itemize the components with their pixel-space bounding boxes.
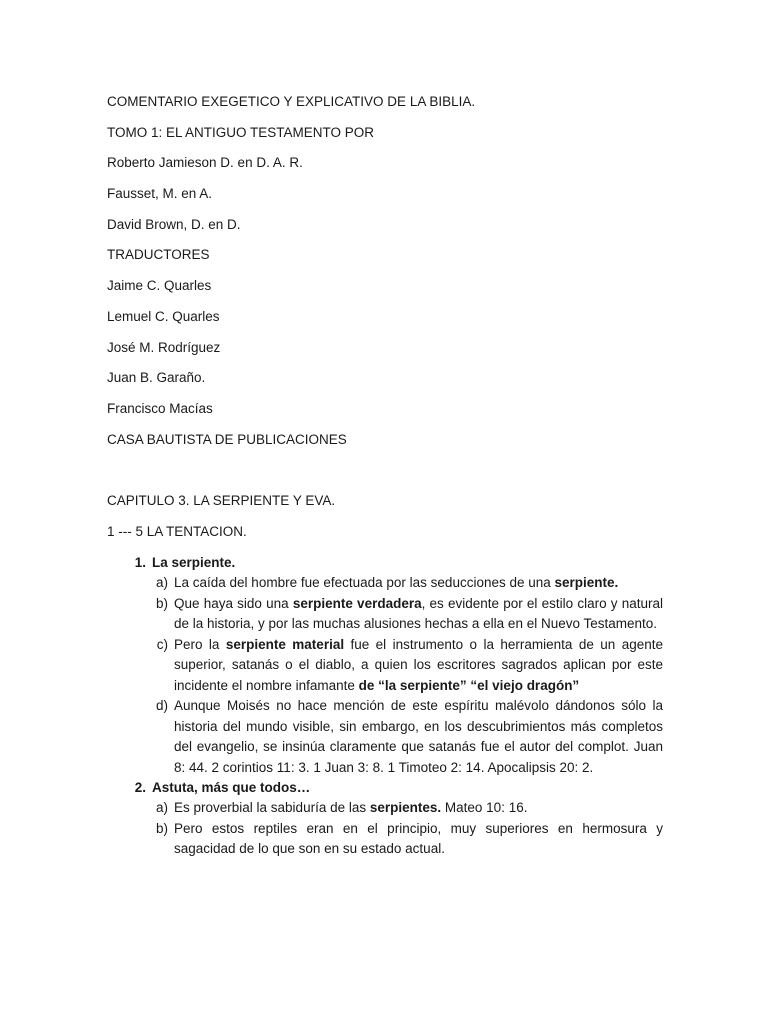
list-item-title: Astuta, más que todos…: [152, 780, 311, 795]
body-text: fue el instrumento o la herramienta de un agente superior, satanás o el diablo, a quien los escritores sagrados aplican por este incidente el nombre infamante: [174, 636, 663, 693]
body-text: Aunque Moisés no hace mención de este espíritu malévolo dándonos sólo la historia del mundo visible, sin embargo, en los descubrimientos más completos del evangelio, se insinúa claramente que satanás fue el autor del complot. Juan 8: 44. 2 corintios 11: 3. 1 Juan 3: 8. 1 Timoteo 2: 14. Apocalipsis 20: 2.: [174, 698, 663, 775]
emphasis-text: serpiente verdadera: [292, 595, 422, 611]
header-line-translator-5: Francisco Macías: [107, 401, 213, 416]
sub-item-text: [174, 696, 663, 778]
emphasis-text: serpientes.: [369, 800, 442, 815]
sub-item-text: [174, 635, 663, 697]
list-item-number: 1.: [134, 555, 146, 570]
body-text: Es proverbial la sabiduría de las: [174, 800, 370, 815]
body-text: Mateo 10: 16.: [441, 800, 528, 815]
emphasis-text: serpiente material: [225, 636, 345, 652]
body-text: Pero la: [174, 636, 226, 652]
sub-item-letter: b): [155, 820, 168, 836]
section-title: 1 --- 5 LA TENTACION.: [107, 524, 247, 539]
header-line-translator-1: Jaime C. Quarles: [107, 278, 212, 293]
header-line-publisher: CASA BAUTISTA DE PUBLICACIONES: [107, 432, 347, 447]
chapter-title: CAPITULO 3. LA SERPIENTE Y EVA.: [107, 493, 336, 508]
sub-item-letter: c): [156, 636, 168, 652]
list-item: [107, 778, 663, 860]
sub-item-text: [174, 798, 663, 819]
body-text: Que haya sido una: [174, 595, 293, 611]
sub-item: [107, 573, 663, 594]
list-item-heading: [107, 553, 663, 573]
header-line-translators-heading: TRADUCTORES: [107, 247, 210, 262]
header-line-book-title: COMENTARIO EXEGETICO Y EXPLICATIVO DE LA BIBLIA.: [107, 94, 476, 109]
emphasis-text: serpiente.: [554, 575, 619, 590]
sub-item-text: [174, 573, 663, 594]
body-text: La caída del hombre fue efectuada por las seducciones de una: [174, 575, 555, 590]
header-line-translator-4: Juan B. Garaño.: [107, 370, 206, 385]
sub-item: [107, 819, 663, 860]
list-item-title: La serpiente.: [152, 555, 236, 570]
header-line-translator-2: Lemuel C. Quarles: [107, 309, 220, 324]
list-item: [107, 553, 663, 778]
sub-item: [107, 696, 663, 778]
sub-item-letter: b): [155, 595, 168, 611]
body-text: , es evidente por el estilo claro y natural de la historia, y por las muchas alusiones hechas a ella en el Nuevo Testamento.: [174, 595, 663, 631]
sub-item: [107, 635, 663, 697]
header-line-volume: TOMO 1: EL ANTIGUO TESTAMENTO POR: [107, 125, 375, 140]
numbered-list: [107, 553, 663, 860]
list-item-number: 2.: [134, 780, 146, 795]
sub-item-text: [174, 819, 663, 860]
list-item-heading: [107, 778, 663, 798]
sub-item-letter: a): [155, 575, 168, 590]
header-line-author-3: David Brown, D. en D.: [107, 217, 241, 232]
header-line-translator-3: José M. Rodríguez: [107, 340, 221, 355]
sub-item-text: [174, 594, 663, 635]
header-line-author-2: Fausset, M. en A.: [107, 186, 213, 201]
sub-item-letter: d): [155, 698, 168, 713]
header-line-author-1: Roberto Jamieson D. en D. A. R.: [107, 155, 303, 170]
sub-item: [107, 594, 663, 635]
emphasis-text: de “la serpiente” “el viejo dragón”: [358, 677, 580, 693]
sub-item-letter: a): [155, 800, 168, 815]
sub-item: [107, 798, 663, 819]
body-text: Pero estos reptiles eran en el principio, muy superiores en hermosura y sagacidad de lo que son en su estado actual.: [174, 820, 663, 856]
